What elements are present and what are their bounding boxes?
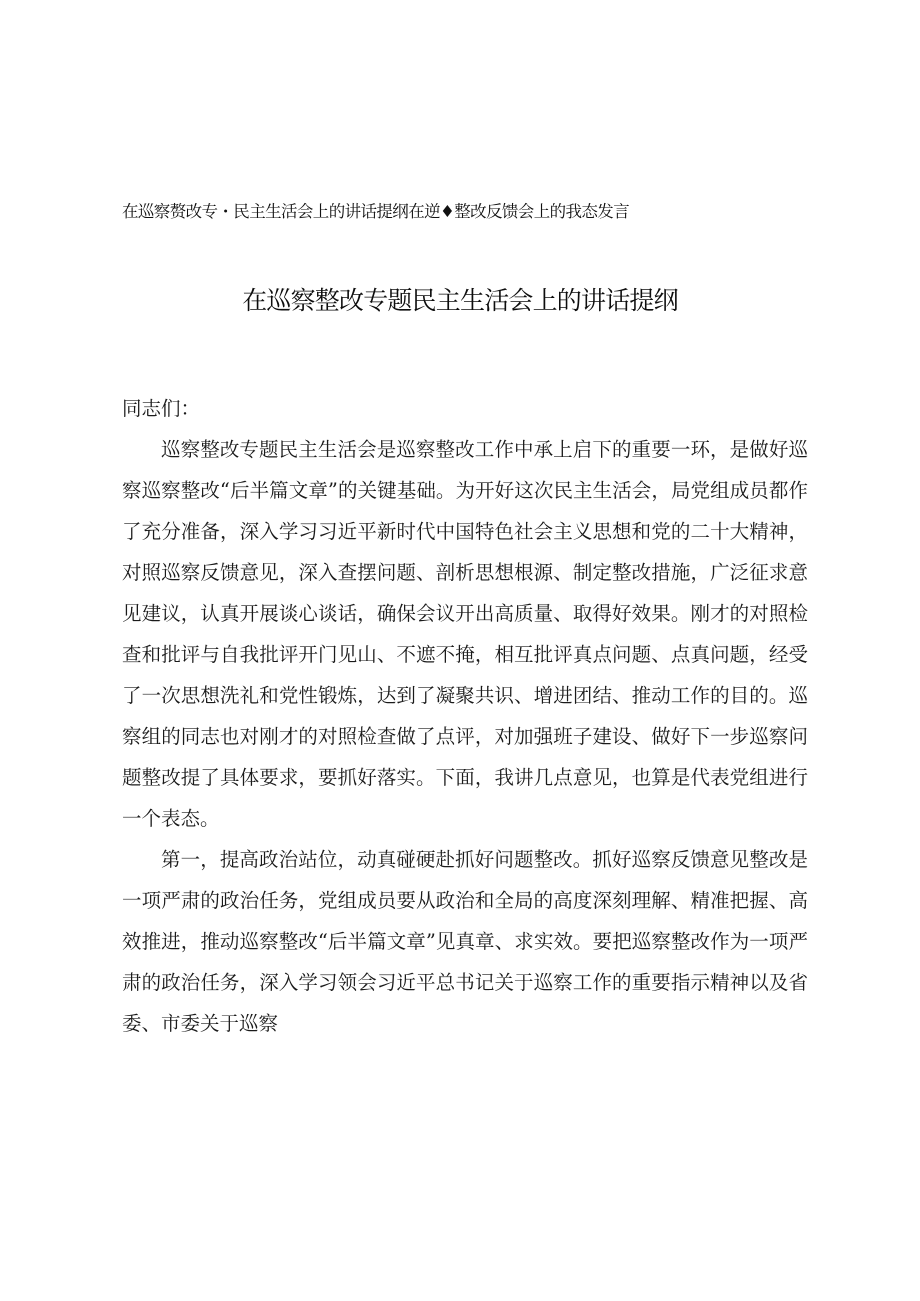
salutation: 同志们： [122, 397, 201, 420]
paragraph-1: 巡察整改专题民主生活会是巡察整改工作中承上启下的重要一环，是做好巡察巡察整改“后半篇文章”的关键基础。为开好这次民主生活会，局党组成员都作了充分准备，深入学习习近平新时代中国特色社会主义思想和党的二十大精神，对照巡察反馈意见，深入查摆问题、剖析思想根源、制定整改措施，广泛征求意见建议，认真开展谈心谈话，确保会议开出高质量、取得好效果。刚才的对照检查和批评与自我批评开门见山、不遮不掩，相互批评真点问题、点真问题，经受了一次思想洗礼和党性锻炼，达到了凝聚共识、增进团结、推动工作的目的。巡察组的同志也对刚才的对照检查做了点评，对加强班子建设、做好下一步巡察问题整改提了具体要求，要抓好落实。下面，我讲几点意见，也算是代表党组进行一个表态。 [122, 438, 808, 830]
document-header-line: 在巡察赘改专・民主生活会上的讲话提纲在逆♦整改反馈会上的我态发言 [122, 202, 630, 221]
document-title: 在巡察整改专题民主生活会上的讲话提纲 [242, 286, 678, 315]
paragraph-2: 第一，提高政治站位，动真碰硬赴抓好问题整改。抓好巡察反馈意见整改是一项严肃的政治任务，党组成员要从政治和全局的高度深刻理解、精准把握、高效推进，推动巡察整改“后半篇文章”见真章、求实效。要把巡察整改作为一项严肃的政治任务，深入学习领会习近平总书记关于巡察工作的重要指示精神以及省委、市委关于巡察 [122, 848, 808, 1035]
document-body [122, 388, 808, 1044]
